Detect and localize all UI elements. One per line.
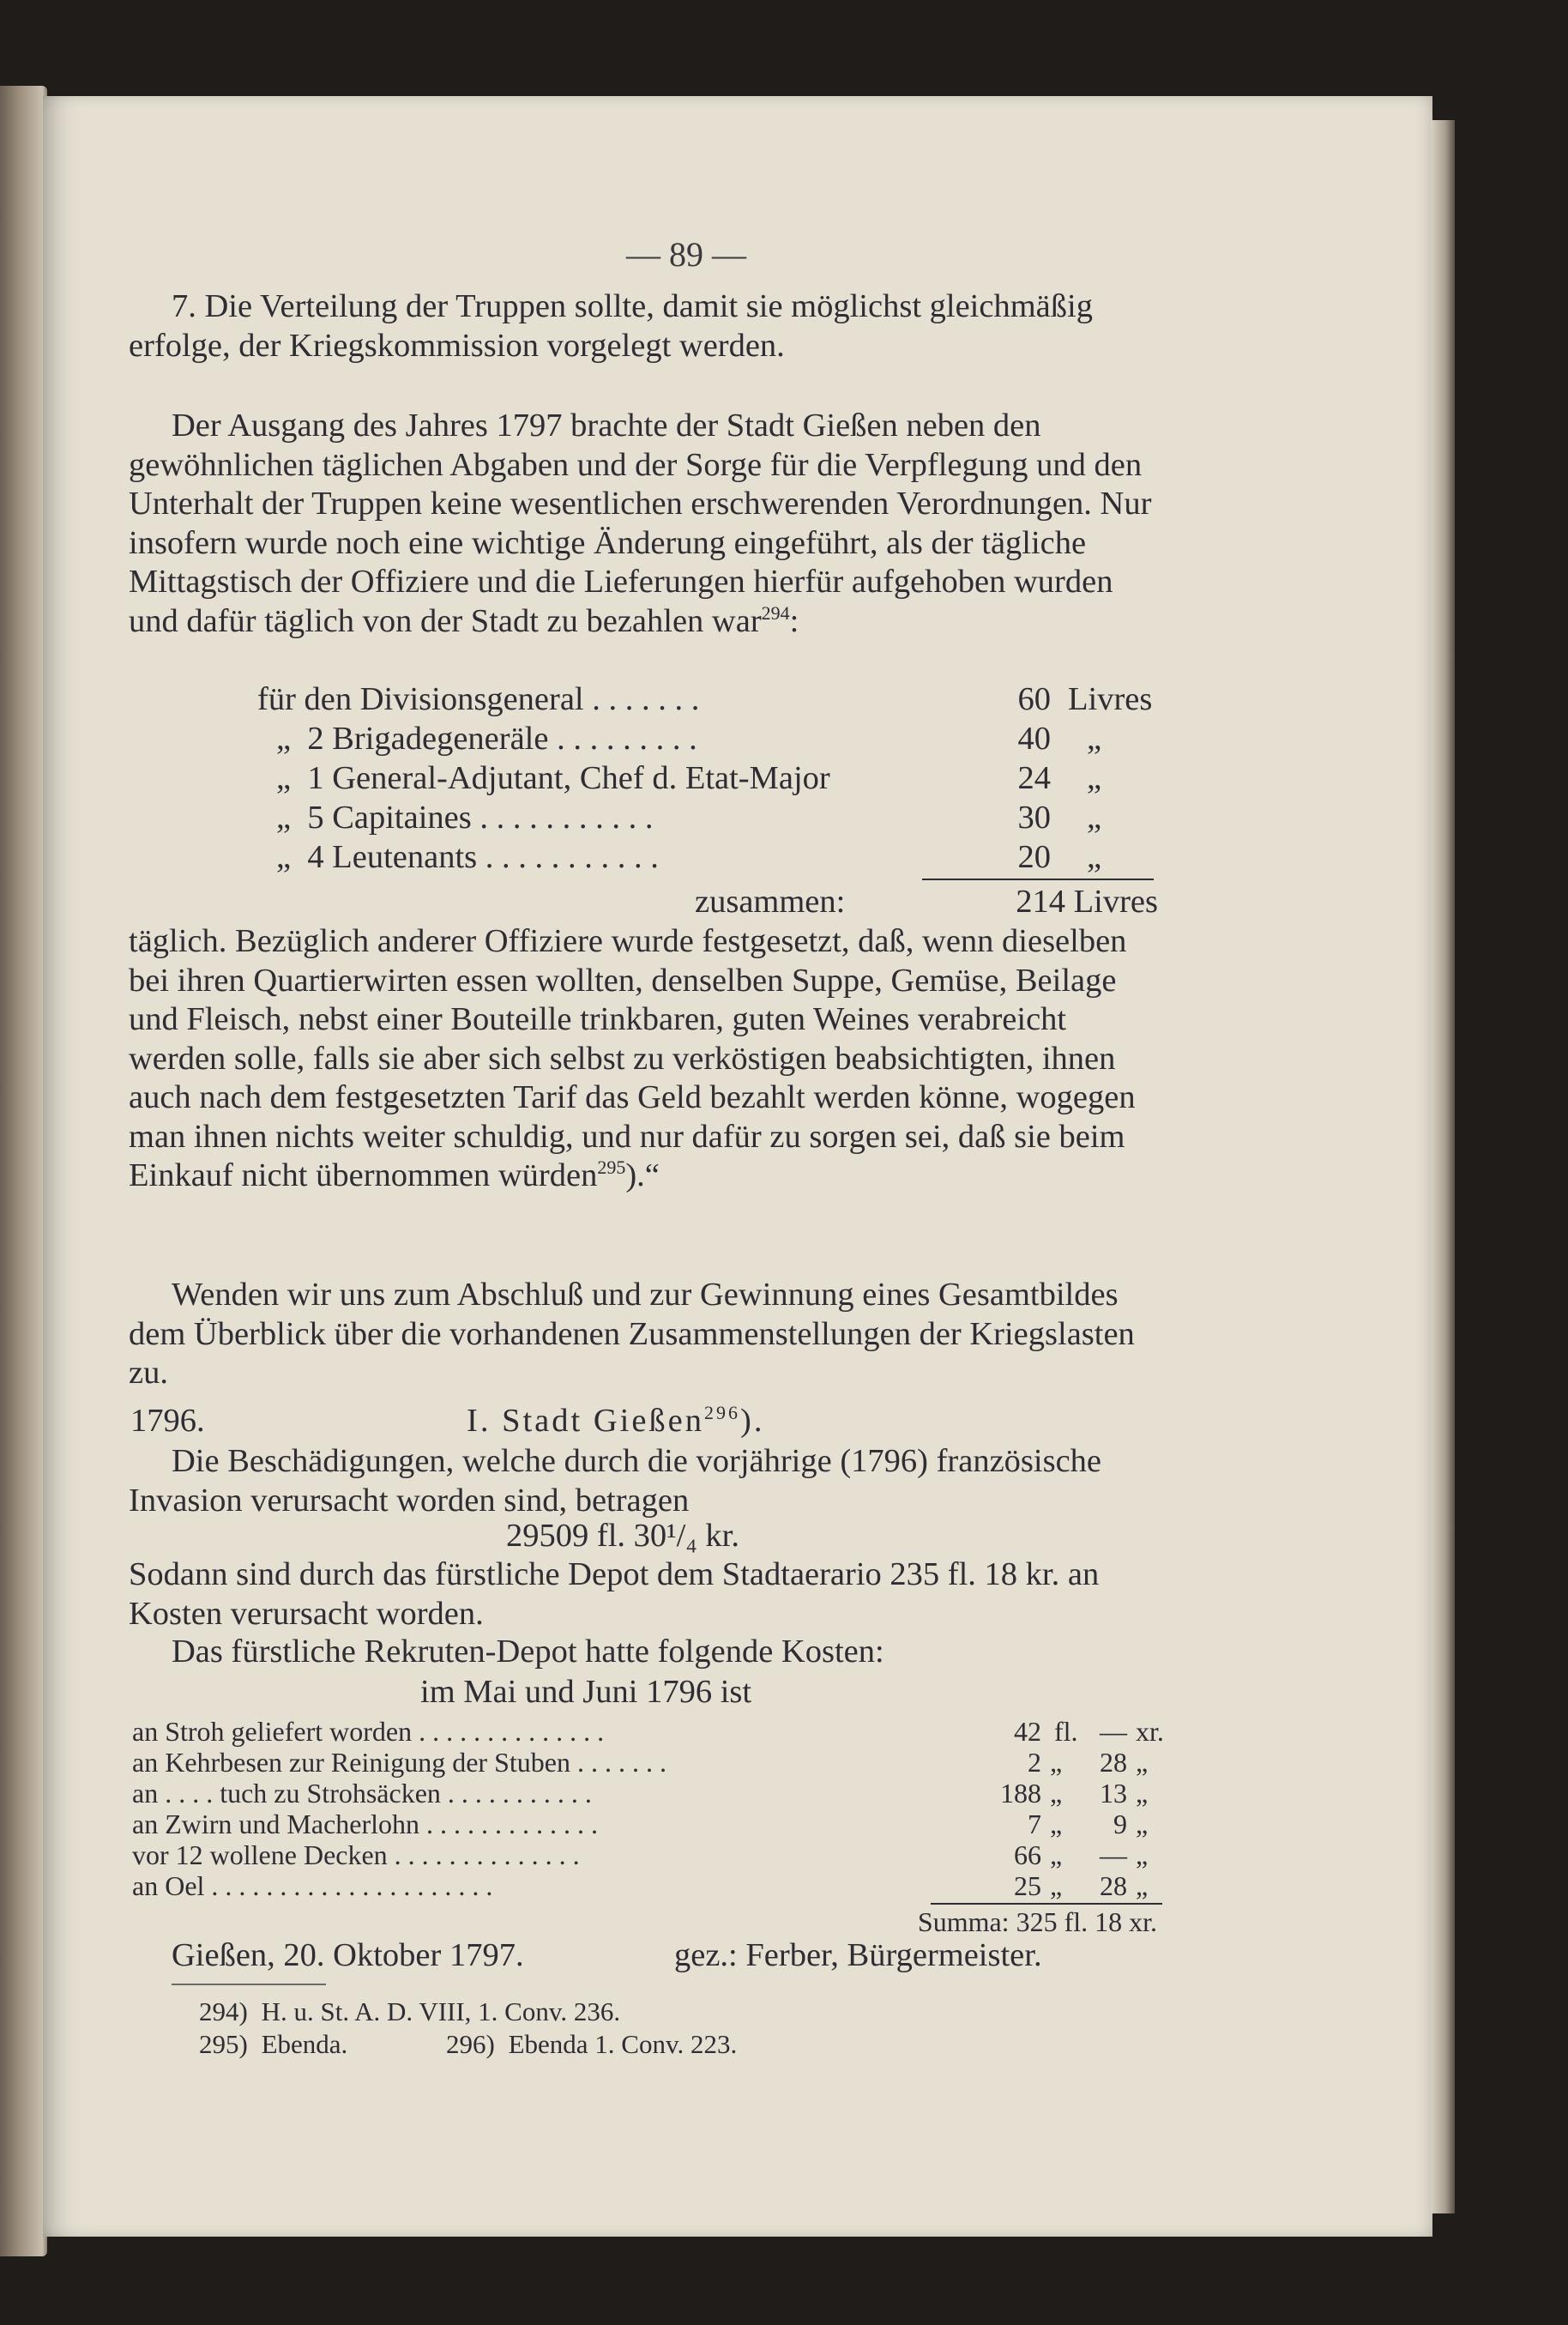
summa: Summa: 325 fl. 18 xr. (917, 1906, 1157, 1937)
footnote-296: 296) Ebenda 1. Conv. 223. (446, 2029, 738, 2059)
section-heading: 1796. I. Stadt Gießen$^{296}$). (130, 1402, 765, 1439)
signature-place-date: Gießen, 20. Oktober 1797. (172, 1937, 524, 1973)
paragraph-3-text: täglich. Bezüglich anderer Offiziere wurde festgesetzt, daß, wenn dieselben bei ihren Quartierwirten essen wollten, denselben Suppe, Gemüse, Beilage und Fleisch, nebst einer Bouteille trinkbaren, guten Weines verabreicht werden solle, falls sie aber sich selbst zu verköstigen beabsichtigten, ihnen auch nach dem festgesetzten Tarif das Geld bezahlt werden könne, wogegen man ihnen nichts weiter schuldig, und nur dafür zu sorgen sei, daß sie beim Einkauf nicht übernommen würden (129, 923, 1136, 1193)
footnote-ref-294: 294 (761, 601, 790, 624)
signature-line (172, 1935, 1158, 1975)
paragraph-1: 7. Die Verteilung der Truppen sollte, damit sie möglichst gleichmäßig erfolge, der Kriegskommission vorgelegt werden. (129, 288, 1093, 364)
livres-sum-rule (922, 879, 1154, 880)
footnote-ref-296: 296 (704, 1402, 741, 1424)
previous-page-edge (0, 86, 47, 2256)
footnote-294: 294) H. u. St. A. D. VIII, 1. Conv. 236. (199, 1996, 621, 2026)
expense-row: vor 12 wollene Decken . . . . . . . . . . . . . . 66 „ — „ (132, 1839, 1149, 1870)
paragraph-2-end: : (789, 602, 799, 639)
livres-total-row: zusammen: 214 Livres (695, 884, 1158, 920)
expense-row: an Stroh geliefert worden . . . . . . . . . . . . . . 42 fl. — xr. (132, 1716, 1164, 1747)
paragraph-6: Sodann sind durch das fürstliche Depot dem Stadtaerario 235 fl. 18 kr. an Kosten verursacht worden. (129, 1556, 1100, 1632)
paragraph-4: Wenden wir uns zum Abschluß und zur Gewinnung eines Gesamtbildes dem Überblick über die vorhandenen Zusammenstellungen der Kriegslasten zu. (129, 1277, 1135, 1391)
paragraph-3 (129, 922, 1154, 1196)
section-title: I. Stadt Gießen (467, 1403, 705, 1439)
paragraph-7: Das fürstliche Rekruten-Depot hatte folgende Kosten: (172, 1634, 884, 1670)
damage-amount: 29509 fl. 30¹/₄ kr. (506, 1518, 740, 1554)
paragraph-2 (129, 407, 1154, 641)
paragraph-5: Die Beschädigungen, welche durch die vorjährige (1796) französische Invasion verursacht worden sind, betragen (129, 1443, 1102, 1519)
livres-row: für den Divisionsgeneral . . . . . . . 60 Livres (257, 681, 1153, 717)
page-number: — 89 — (626, 235, 746, 274)
expense-row: an . . . . tuch zu Strohsäcken . . . . . . . . . . . 188 „ 13 „ (132, 1778, 1149, 1809)
footnote-ref-295: 295 (597, 1156, 626, 1179)
paragraph-3-end: ).“ (625, 1157, 660, 1193)
livres-row: „ 2 Brigadegeneräle . . . . . . . . . 40 „ (276, 721, 1102, 757)
paragraph-2-text: Der Ausgang des Jahres 1797 brachte der Stadt Gießen neben den gewöhnlichen täglichen Abgaben und der Sorge für die Verpflegung und den Unterhalt der Truppen keine wesentlichen erschwerenden Verordnungen. Nur insofern wurde noch eine wichtige Änderung eingeführt, als der tägliche Mittagstisch der Offiziere und die Lieferungen hierfür aufgehoben wurden und dafür täglich von der Stadt zu bezahlen war (129, 408, 1152, 639)
livres-row: „ 4 Leutenants . . . . . . . . . . . 20 „ (276, 839, 1102, 875)
footnote-rule (172, 1984, 326, 1985)
section-year: 1796. (130, 1403, 205, 1439)
expense-row: an Kehrbesen zur Reinigung der Stuben . . . . . . . 2 „ 28 „ (132, 1747, 1149, 1778)
expenses-total-row (132, 1906, 1157, 1937)
expense-row: an Oel . . . . . . . . . . . . . . . . . . . . . 25 „ 28 „ (132, 1870, 1149, 1901)
page-stack-edge (1431, 120, 1455, 2213)
footnote-295: 295) Ebenda. (199, 2029, 348, 2059)
expense-row: an Zwirn und Macherlohn . . . . . . . . . . . . . 7 „ 9 „ (132, 1809, 1149, 1839)
paragraph-7-subline: im Mai und Juni 1796 ist (420, 1674, 752, 1710)
livres-row: „ 5 Capitaines . . . . . . . . . . . 30 „ (276, 800, 1102, 836)
expenses-sum-rule (931, 1903, 1162, 1905)
livres-row: „ 1 General-Adjutant, Chef d. Etat-Major 24 „ (276, 760, 1102, 796)
signature-name: gez.: Ferber, Bürgermeister. (674, 1937, 1042, 1973)
